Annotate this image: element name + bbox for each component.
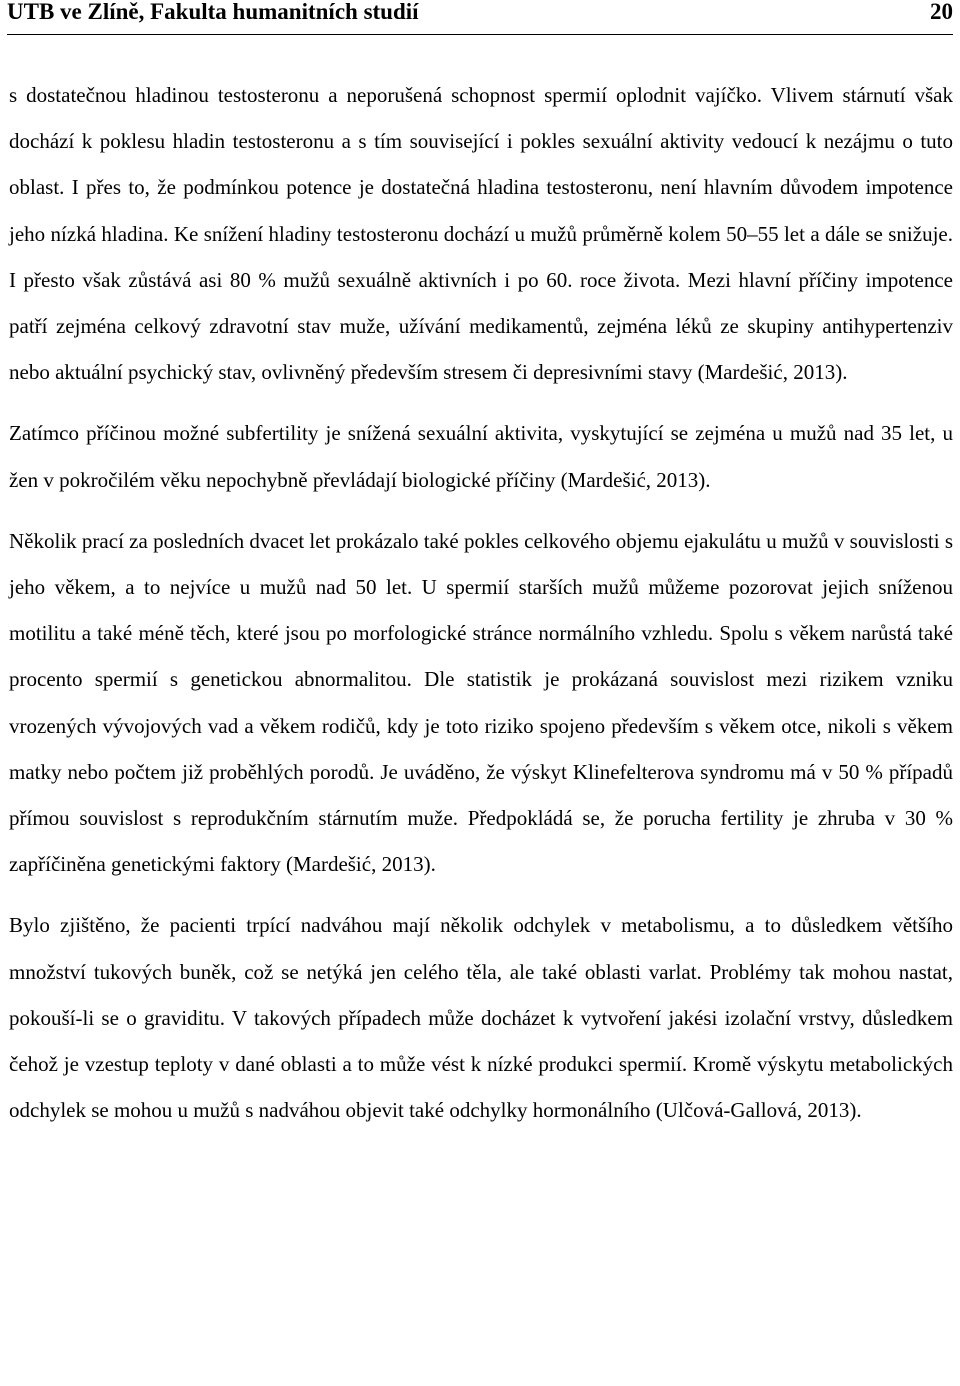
paragraph-4: Bylo zjištěno, že pacienti trpící nadváhou mají několik odchylek v metabolismu, a to důsledkem většího množství tukových buněk, což se netýká jen celého těla, ale také oblasti varlat. Problémy tak mohou nastat, pokouší-li se o graviditu. V takových případech může docházet k vytvoření jakési izolační vrstvy, důsledkem čehož je vzestup teploty v dané oblasti a to může vést k nízké produkci spermií. Kromě výskytu metabolických odchylek se mohou u mužů s nadváhou objevit také odchylky hormonálního (Ulčová-Gallová, 2013). <box>9 913 953 1123</box>
running-header <box>7 0 953 24</box>
header-title: UTB ve Zlíně, Fakulta humanitních studií <box>7 0 419 24</box>
page-number: 20 <box>930 0 953 24</box>
header-divider <box>7 34 953 35</box>
body-text <box>9 72 953 1133</box>
paragraph-3: Několik prací za posledních dvacet let prokázalo také pokles celkového objemu ejakulátu u mužů v souvislosti s jeho věkem, a to nejvíce u mužů nad 50 let. U spermií starších mužů můžeme pozorovat jejich sníženou motilitu a také méně těch, které jsou po morfologické stránce normálního vzhledu. Spolu s věkem narůstá také procento spermií s genetickou abnormalitou. Dle statistik je prokázaná souvislost mezi rizikem vzniku vrozených vývojových vad a věkem rodičů, kdy je toto riziko spojeno především s věkem otce, nikoli s věkem matky nebo počtem již proběhlých porodů. Je uváděno, že výskyt Klinefelterova syndromu má v 50 % případů přímou souvislost s reprodukčním stárnutím muže. Předpokládá se, že porucha fertility je zhruba v 30 % zapříčiněna genetickými faktory (Mardešić, 2013). <box>9 528 953 877</box>
paragraph-1: s dostatečnou hladinou testosteronu a neporušená schopnost spermií oplodnit vajíčko. Vlivem stárnutí však dochází k poklesu hladin testosteronu a s tím související i pokles sexuální aktivity vedoucí k nezájmu o tuto oblast. I přes to, že podmínkou potence je dostatečná hladina testosteronu, není hlavním důvodem impotence jeho nízká hladina. Ke snížení hladiny testosteronu dochází u mužů průměrně kolem 50–55 let a dále se snižuje. I přesto však zůstává asi 80 % mužů sexuálně aktivních i po 60. roce života. Mezi hlavní příčiny impotence patří zejména celkový zdravotní stav muže, užívání medikamentů, zejména léků ze skupiny antihypertenziv nebo aktuální psychický stav, ovlivněný především stresem či depresivními stavy (Mardešić, 2013). <box>9 83 953 385</box>
paragraph-2: Zatímco příčinou možné subfertility je snížená sexuální aktivita, vyskytující se zejména u mužů nad 35 let, u žen v pokročilém věku nepochybně převládají biologické příčiny (Mardešić, 2013). <box>9 421 953 492</box>
